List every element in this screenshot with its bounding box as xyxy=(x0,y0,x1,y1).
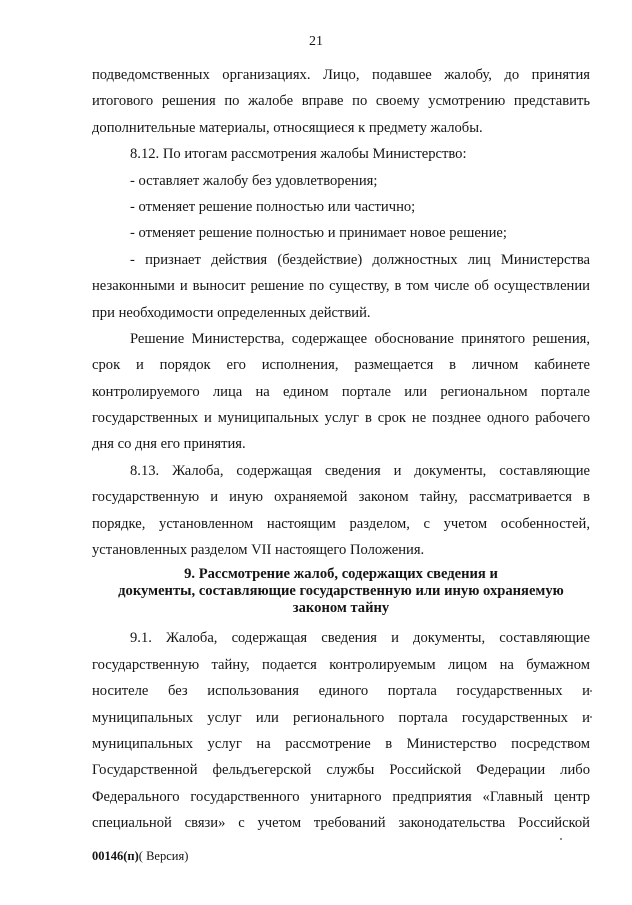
document-code: 00146(п) xyxy=(92,849,139,863)
section-9-heading xyxy=(92,566,590,617)
document-version: ( Версия) xyxy=(138,849,189,863)
text-line: - отменяет решение полностью или частично; xyxy=(130,198,416,215)
text-line: - оставляет жалобу без удовлетворения; xyxy=(130,172,378,189)
text-line: Решение Министерства, содержащее обоснование принятого решения, xyxy=(130,330,590,347)
text-line: итогового решения по жалобе вправе по своему усмотрению представить xyxy=(92,93,590,110)
text-line: государственную тайну, подается контролируемым лицом на бумажном xyxy=(92,656,590,673)
document-body xyxy=(92,62,590,837)
text-line: муниципальных услуг или регионального портала государственных и xyxy=(92,709,590,726)
text-line: государственную и иную охраняемой законом тайну, рассматривается в xyxy=(92,489,590,506)
text-line: государственных и муниципальных услуг в срок не позднее одного рабочего xyxy=(92,410,590,427)
text-line: дня со дня его принятия. xyxy=(92,436,246,453)
text-line: носителе без использования единого портала государственных и xyxy=(92,683,590,700)
text-line: Государственной фельдъегерской службы Российской Федерации либо xyxy=(92,762,590,779)
text-line: - отменяет решение полностью и принимает новое решение; xyxy=(130,225,507,242)
text-line: порядке, установленном настоящим разделом, с учетом особенностей, xyxy=(92,515,590,532)
scan-speck xyxy=(590,690,592,692)
text-line: незаконными и выносит решение по существу, в том числе об осуществлении xyxy=(92,278,590,295)
heading-line: 9. Рассмотрение жалоб, содержащих сведения и xyxy=(184,566,498,583)
text-line: муниципальных услуг на рассмотрение в Министерство посредством xyxy=(92,735,590,752)
text-line: срок и порядок его исполнения, размещается в личном кабинете xyxy=(92,357,590,374)
text-line: при необходимости определенных действий. xyxy=(92,304,371,321)
text-line: Федерального государственного унитарного предприятия «Главный центр xyxy=(92,788,590,805)
text-line: 9.1. Жалоба, содержащая сведения и документы, составляющие xyxy=(130,630,590,647)
page-number: 21 xyxy=(309,34,323,49)
heading-line: законом тайну xyxy=(292,600,390,617)
scan-speck xyxy=(590,716,592,718)
text-line: установленных разделом VII настоящего Положения. xyxy=(92,542,425,559)
text-line: подведомственных организациях. Лицо, подавшее жалобу, до принятия xyxy=(92,67,590,83)
scan-speck xyxy=(560,838,562,840)
text-line: 8.13. Жалоба, содержащая сведения и документы, составляющие xyxy=(130,462,590,479)
section-8-text xyxy=(92,62,590,563)
text-line: - признает действия (бездействие) должностных лиц Министерства xyxy=(130,251,590,268)
text-line: 8.12. По итогам рассмотрения жалобы Министерство: xyxy=(130,146,467,163)
text-line: специальной связи» с учетом требований законодательства Российской xyxy=(92,815,590,832)
heading-line: документы, составляющие государственную или иную охраняемую xyxy=(118,583,564,600)
text-line: контролируемого лица на едином портале или региональном портале xyxy=(92,383,590,400)
document-footer xyxy=(92,849,188,864)
section-9-text xyxy=(92,625,590,836)
text-line: дополнительные материалы, относящиеся к предмету жалобы. xyxy=(92,119,483,136)
